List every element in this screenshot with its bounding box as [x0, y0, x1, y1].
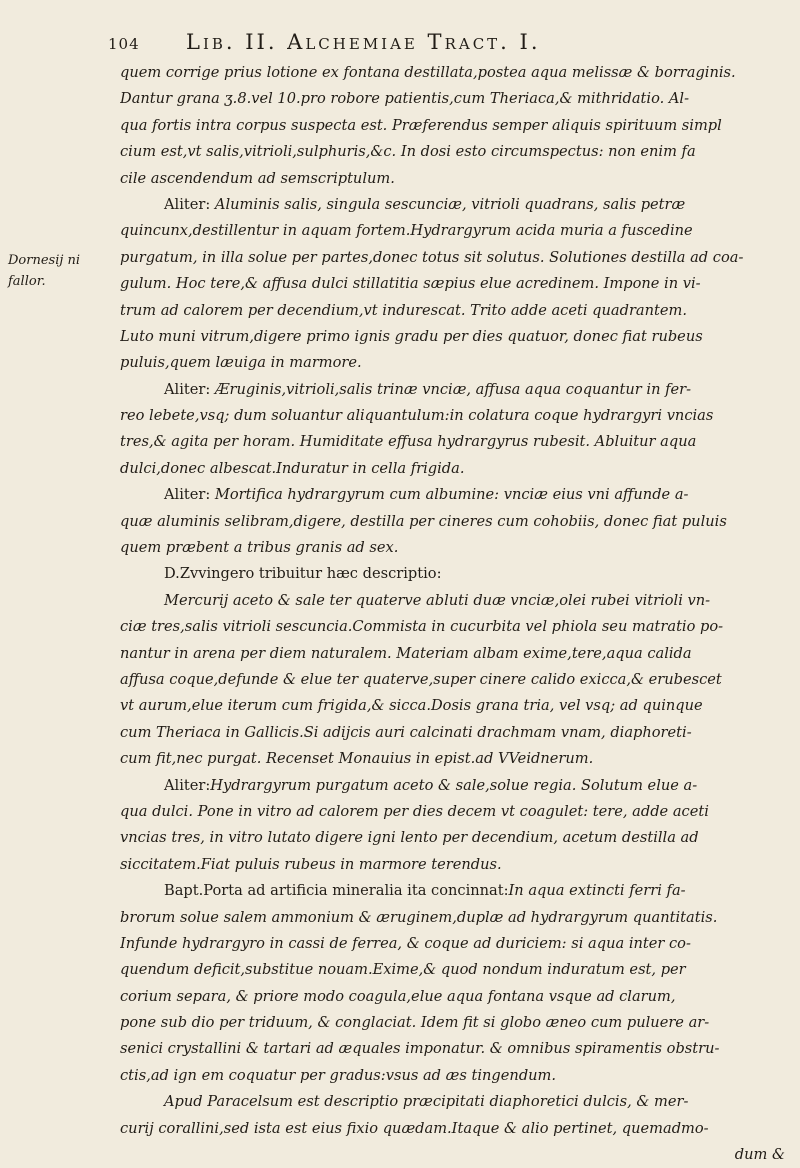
text-line: quincunx,destillentur in aquam fortem.Hydrargyrum acida muria a fuscedine: [120, 222, 693, 240]
marginal-note: [8, 250, 112, 292]
text-line: ciæ tres,salis vitrioli sescuncia.Commista in cucurbita vel phiola seu matratio po-: [120, 618, 724, 636]
text-line: qua fortis intra corpus suspecta est. Præferendus semper aliquis spirituum simpl: [120, 116, 722, 134]
text-line: ctis,ad ign em coquatur per gradus:vsus ad æs tingendum.: [120, 1066, 557, 1084]
text-line: Infunde hydrargyro in cassi de ferrea, & coque ad duriciem: si aqua inter co-: [120, 934, 691, 952]
marginal-note-line: Dornesij ni: [8, 253, 81, 268]
page-number: 104: [108, 35, 140, 53]
text-line: qua dulci. Pone in vitro ad calorem per dies decem vt coagulet: tere, adde aceti: [120, 802, 709, 820]
text-line: tres,& agita per horam. Humiditate effusa hydrargyrus rubesit. Abluitur aqua: [120, 433, 697, 451]
text-line: Aliter: Æruginis,vitrioli,salis trinæ vnciæ, affusa aqua coquantur in fer-: [164, 380, 692, 398]
page-header: [108, 30, 768, 60]
text-line: cile ascendendum ad semscriptulum.: [120, 169, 395, 187]
text-line: Aliter: Aluminis salis, singula sescunciæ, vitrioli quadrans, salis petræ: [164, 195, 686, 213]
text-line: dum &: [734, 1146, 785, 1164]
text-line: reo lebete,vsq; dum soluantur aliquantulum:in colatura coque hydrargyri vncias: [120, 407, 714, 425]
text-line: quæ aluminis selibram,digere, destilla per cineres cum cohobiis, donec fiat puluis: [120, 512, 727, 530]
text-line: brorum solue salem ammonium & æruginem,duplæ ad hydrargyrum quantitatis.: [120, 908, 718, 926]
text-line: Aliter: Mortifica hydrargyrum cum albumine: vnciæ eius vni affunde a-: [164, 486, 689, 504]
text-line: nantur in arena per diem naturalem. Materiam albam exime,tere,aqua calida: [120, 644, 692, 662]
text-line: trum ad calorem per decendium,vt indurescat. Trito adde aceti quadrantem.: [120, 301, 688, 319]
text-line: siccitatem.Fiat puluis rubeus in marmore terendus.: [120, 855, 502, 873]
text-line: puluis,quem læuiga in marmore.: [120, 354, 362, 372]
text-line: cium est,vt salis,vitrioli,sulphuris,&c. In dosi esto circumspectus: non enim fa: [120, 143, 696, 161]
text-line: vncias tres, in vitro lutato digere igni lento per decendium, acetum destilla ad: [120, 829, 699, 847]
text-line: gulum. Hoc tere,& affusa dulci stillatitia sæpius elue acredinem. Impone in vi-: [120, 275, 701, 293]
text-line: Aliter:Hydrargyrum purgatum aceto & sale,solue regia. Solutum elue a-: [164, 776, 698, 794]
marginal-note-line: fallor.: [8, 274, 46, 289]
text-line: Mercurij aceto & sale ter quaterve abluti duæ vnciæ,olei rubei vitrioli vn-: [164, 591, 711, 609]
text-line: Apud Paracelsum est descriptio præcipitati diaphoretici dulcis, & mer-: [164, 1093, 689, 1111]
text-line: senici crystallini & tartari ad æquales imponatur. & omnibus spiramentis obstru-: [120, 1040, 720, 1058]
text-line: Dantur grana ʒ.8.vel 10.pro robore patientis,cum Theriaca,& mithridatio. Al-: [120, 90, 690, 108]
text-line: Luto muni vitrum,digere primo ignis gradu per dies quatuor, donec fiat rubeus: [120, 327, 703, 345]
text-line: dulci,donec albescat.Induratur in cella frigida.: [120, 459, 465, 477]
text-line: affusa coque,defunde & elue ter quaterve,super cinere calido exicca,& erubescet: [120, 670, 722, 688]
body-text: [120, 60, 785, 1168]
text-line: cum Theriaca in Gallicis.Si adijcis auri calcinati drachmam vnam, diaphoreti-: [120, 723, 692, 741]
text-line: pone sub dio per triduum, & conglaciat. Idem fit si globo æneo cum puluere ar-: [120, 1014, 710, 1032]
running-title: Lib. II. Alchemiae Tract. I.: [186, 30, 541, 54]
text-line: purgatum, in illa solue per partes,donec totus sit solutus. Solutiones destilla ad coa-: [120, 248, 744, 266]
text-line: quem corrige prius lotione ex fontana destillata,postea aqua melissæ & borraginis.: [120, 64, 736, 81]
text-line: quem præbent a tribus granis ad sex.: [120, 539, 399, 557]
text-line: curij corallini,sed ista est eius fixio quædam.Itaque & alio pertinet, quemadmo-: [120, 1119, 709, 1137]
text-line: quendum deficit,substitue nouam.Exime,& quod nondum induratum est, per: [120, 961, 686, 979]
text-line: D.Zvvingero tribuitur hæc descriptio:: [164, 565, 442, 583]
text-line: corium separa, & priore modo coagula,elue aqua fontana vsque ad clarum,: [120, 987, 676, 1005]
text-line: Bapt.Porta ad artificia mineralia ita concinnat:In aqua extincti ferri fa-: [164, 882, 686, 900]
text-line: cum fit,nec purgat. Recenset Monauius in epist.ad VVeidnerum.: [120, 750, 594, 768]
text-line: vt aurum,elue iterum cum frigida,& sicca.Dosis grana tria, vel vsq; ad quinque: [120, 697, 703, 715]
